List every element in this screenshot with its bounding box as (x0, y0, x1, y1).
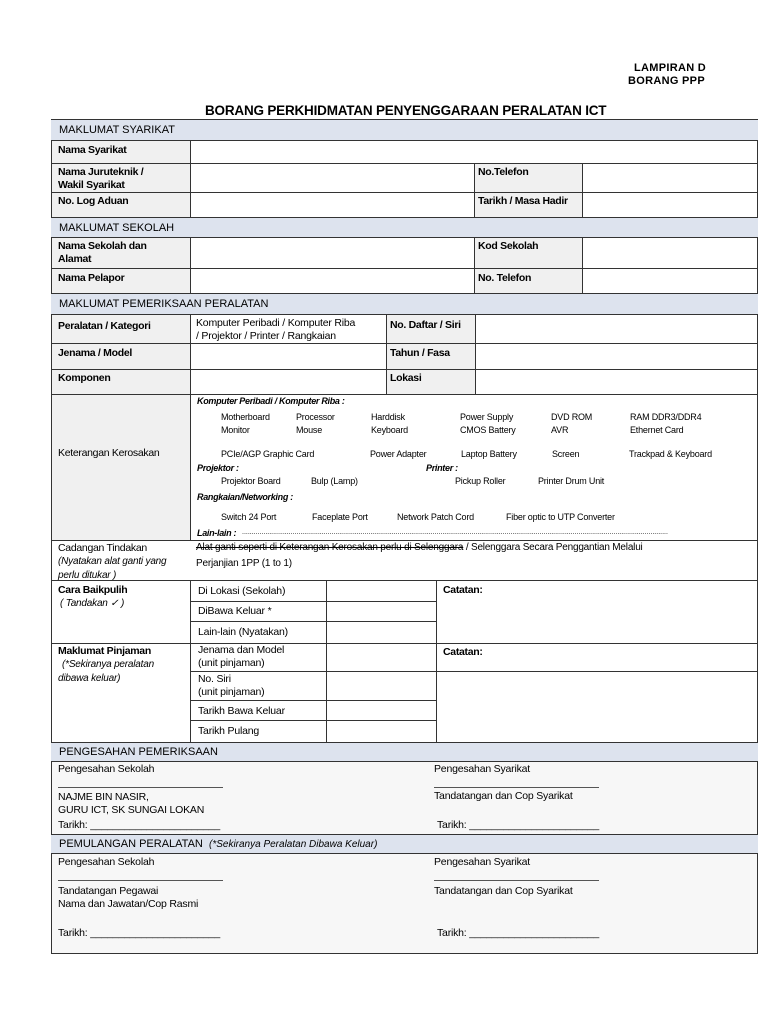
checkbox-dibawa-keluar[interactable] (326, 601, 437, 622)
row-divider (51, 163, 758, 164)
pengesahan-sekolah-label: Pengesahan Sekolah (58, 763, 155, 775)
option-lain-lain: Lain-lain (Nyatakan) (198, 626, 288, 638)
label-tahun-fasa: Tahun / Fasa (390, 347, 450, 359)
tarikh-syarikat[interactable]: Tarikh: _______________________ (437, 819, 599, 831)
form-title: BORANG PERKHIDMATAN PENYENGGARAAN PERALATAN ICT (205, 103, 607, 118)
tandatangan-pegawai: Tandatangan Pegawai (58, 885, 159, 897)
column-divider (386, 315, 387, 394)
label-catatan-baikpulih: Catatan: (443, 584, 483, 596)
item-power-supply[interactable]: Power Supply (460, 412, 514, 422)
column-divider (474, 163, 475, 217)
label-tarikh-bawa-keluar: Tarikh Bawa Keluar (198, 705, 285, 717)
lain-lain-dots[interactable]: ........................................................................................................................................................................................................................... (242, 529, 668, 536)
label-jenama-model: Jenama / Model (58, 347, 132, 359)
item-switch[interactable]: Switch 24 Port (221, 512, 277, 522)
item-harddisk[interactable]: Harddisk (371, 412, 405, 422)
item-dvd-rom[interactable]: DVD ROM (551, 412, 593, 422)
item-faceplate[interactable]: Faceplate Port (312, 512, 368, 522)
label-catatan-pinjaman: Catatan: (443, 646, 483, 658)
item-ram[interactable]: RAM DDR3/DDR4 (630, 412, 702, 422)
column-divider (190, 315, 191, 540)
tandatangan-cop-syarikat: Tandatangan dan Cop Syarikat (434, 790, 573, 802)
label-tarikh-pulang: Tarikh Pulang (198, 725, 260, 737)
lain-lain-heading: Lain-lain : (197, 528, 237, 538)
label-no-telefon-sekolah: No. Telefon (478, 272, 532, 284)
officer-title: GURU ICT, SK SUNGAI LOKAN (58, 804, 205, 816)
tandakan-note: ( Tandakan ✓ ) (60, 598, 125, 609)
pengesahan-syarikat-label: Pengesahan Syarikat (434, 763, 531, 775)
pemulangan-tarikh-sekolah[interactable]: Tarikh: _______________________ (58, 927, 220, 939)
cadangan-note-2: perlu ditukar ) (58, 570, 117, 581)
section-maklumat-pemeriksaan: MAKLUMAT PEMERIKSAAN PERALATAN (51, 293, 758, 315)
signature-line-pemulangan-syarikat[interactable] (434, 880, 599, 881)
label-nama-pelapor: Nama Pelapor (58, 272, 125, 284)
komputer-heading: Komputer Peribadi / Komputer Riba : (197, 396, 345, 406)
item-laptop-battery[interactable]: Laptop Battery (461, 449, 517, 459)
label-jenama-model-pinjaman: Jenama dan Model (198, 644, 285, 656)
column-divider (582, 238, 583, 293)
item-patch-cord[interactable]: Network Patch Cord (397, 512, 474, 522)
label-cadangan-tindakan: Cadangan Tindakan (58, 542, 147, 554)
label-maklumat-pinjaman: Maklumat Pinjaman (58, 645, 151, 657)
projektor-heading: Projektor : (197, 463, 239, 473)
pinjaman-note-2: dibawa keluar) (58, 673, 121, 684)
column-divider (582, 163, 583, 217)
row-divider (190, 720, 436, 721)
cadangan-note-1: (Nyatakan alat ganti yang (58, 556, 167, 567)
pemulangan-title: PEMULANGAN PERALATAN (59, 838, 203, 850)
checkbox-di-lokasi[interactable] (326, 580, 437, 602)
row-divider (51, 192, 758, 193)
label-nama-sekolah: Nama Sekolah dan (58, 240, 147, 252)
item-fiber-converter[interactable]: Fiber optic to UTP Converter (506, 512, 615, 522)
column-divider (190, 238, 191, 293)
section-pengesahan-pemeriksaan: PENGESAHAN PEMERIKSAAN (51, 742, 758, 762)
section-maklumat-sekolah: MAKLUMAT SEKOLAH (51, 217, 758, 238)
label-peralatan-kategori: Peralatan / Kategori (58, 320, 151, 332)
label-no-log-aduan: No. Log Aduan (58, 195, 129, 207)
label-nama-juruteknik: Nama Juruteknik / (58, 166, 144, 178)
label-lokasi: Lokasi (390, 372, 422, 384)
cadangan-text (196, 541, 643, 554)
item-bulp-lamp[interactable]: Bulp (Lamp) (311, 476, 358, 486)
row-divider (190, 671, 758, 672)
label-keterangan-kerosakan: Keterangan Kerosakan (58, 447, 160, 459)
label-unit-pinjaman-1: (unit pinjaman) (198, 657, 265, 669)
cadangan-line-2: Perjanjian 1PP (1 to 1) (196, 558, 292, 569)
section-maklumat-syarikat: MAKLUMAT SYARIKAT (51, 119, 758, 141)
item-projektor-board[interactable]: Projektor Board (221, 476, 281, 486)
label-no-daftar-siri: No. Daftar / Siri (390, 319, 461, 331)
row-divider (190, 700, 436, 701)
option-di-lokasi: Di Lokasi (Sekolah) (198, 585, 286, 597)
rangkaian-heading: Rangkaian/Networking : (197, 492, 293, 502)
field-lain-lain-nyatakan[interactable] (326, 621, 437, 643)
officer-name: NAJME BIN NASIR, (58, 791, 149, 803)
section-pemulangan-peralatan (51, 834, 758, 854)
row-divider (51, 369, 758, 370)
item-monitor[interactable]: Monitor (221, 425, 250, 435)
cadangan-rest-text: / Selenggara Secara Penggantian Melalui (463, 542, 643, 553)
item-avr[interactable]: AVR (551, 425, 569, 435)
item-mouse[interactable]: Mouse (296, 425, 323, 435)
label-alamat: Alamat (58, 253, 92, 265)
option-dibawa-keluar: DiBawa Keluar * (198, 605, 272, 617)
item-cmos-battery[interactable]: CMOS Battery (460, 425, 516, 435)
row-divider (51, 394, 758, 395)
label-no-siri-pinjaman: No. Siri (198, 673, 231, 685)
nama-jawatan-cop: Nama dan Jawatan/Cop Rasmi (58, 898, 199, 910)
pemulangan-tandatangan-cop: Tandatangan dan Cop Syarikat (434, 885, 573, 897)
label-tarikh-masa-hadir: Tarikh / Masa Hadir (478, 195, 568, 207)
signature-line-syarikat[interactable] (434, 787, 599, 788)
pemulangan-sekolah-label: Pengesahan Sekolah (58, 856, 155, 868)
label-unit-pinjaman-2: (unit pinjaman) (198, 686, 265, 698)
column-divider (474, 238, 475, 293)
label-kod-sekolah: Kod Sekolah (478, 240, 539, 252)
item-processor[interactable]: Processor (296, 412, 335, 422)
item-pickup-roller[interactable]: Pickup Roller (455, 476, 506, 486)
column-divider (190, 580, 191, 742)
label-cara-baikpulih: Cara Baikpulih (58, 584, 128, 596)
item-ethernet-card[interactable]: Ethernet Card (630, 425, 684, 435)
signature-line-pemulangan-sekolah[interactable] (58, 880, 223, 881)
borang-label: BORANG PPP (628, 75, 705, 87)
column-divider (190, 141, 191, 217)
row-divider (51, 268, 758, 269)
label-nama-syarikat: Nama Syarikat (58, 144, 127, 156)
cadangan-strike-text: Alat ganti seperti di Keterangan Kerosakan perlu di Selenggara (196, 542, 464, 553)
pemulangan-syarikat-label: Pengesahan Syarikat (434, 856, 531, 868)
item-screen[interactable]: Screen (552, 449, 580, 459)
pinjaman-note-1: (*Sekiranya peralatan (62, 659, 154, 670)
item-pcie-graphic[interactable]: PCIe/AGP Graphic Card (221, 449, 315, 459)
tarikh-sekolah[interactable]: Tarikh: _______________________ (58, 819, 220, 831)
label-no-telefon-syarikat: No.Telefon (478, 166, 529, 178)
item-motherboard[interactable]: Motherboard (221, 412, 270, 422)
pemulangan-note: (*Sekiranya Peralatan Dibawa Keluar) (208, 839, 378, 850)
printer-heading: Printer : (426, 463, 458, 473)
label-wakil-syarikat: Wakil Syarikat (58, 179, 125, 191)
item-printer-drum[interactable]: Printer Drum Unit (538, 476, 605, 486)
kategori-line-1: Komputer Peribadi / Komputer Riba (196, 317, 356, 329)
item-trackpad-keyboard[interactable]: Trackpad & Keyboard (629, 449, 712, 459)
label-komponen: Komponen (58, 372, 111, 384)
lampiran-label: LAMPIRAN D (634, 62, 707, 74)
item-keyboard[interactable]: Keyboard (371, 425, 408, 435)
column-divider (475, 315, 476, 394)
kategori-line-2: / Projektor / Printer / Rangkaian (196, 330, 336, 342)
row-divider (51, 343, 758, 344)
row-divider (51, 643, 758, 644)
pemulangan-tarikh-syarikat[interactable]: Tarikh: _______________________ (437, 927, 599, 939)
signature-line-sekolah[interactable] (58, 787, 223, 788)
item-power-adapter[interactable]: Power Adapter (370, 449, 427, 459)
